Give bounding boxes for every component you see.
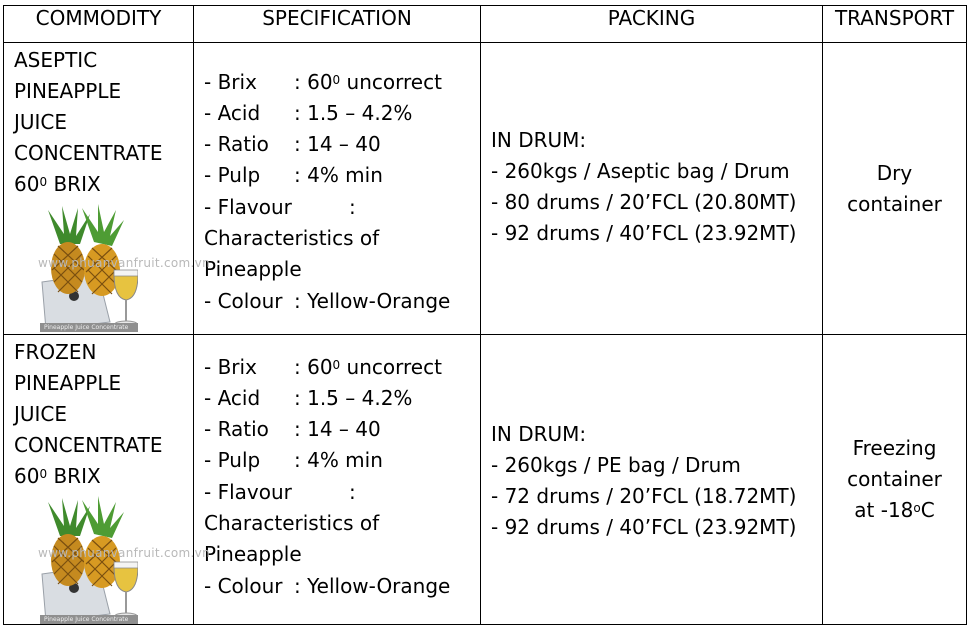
packing-line: IN DRUM: [491, 128, 587, 152]
spec-flavour-value: Characteristics of [204, 511, 380, 535]
commodity-cell [4, 43, 210, 335]
table-row [4, 43, 967, 335]
spec-pulp [204, 160, 480, 192]
commodity-line: PINEAPPLE [14, 371, 122, 395]
spec-value: : 1.5 – 4.2% [294, 386, 413, 410]
commodity-cell [4, 335, 210, 625]
packing-line: - 72 drums / 20’FCL (18.72MT) [491, 484, 797, 508]
commodity-line: CONCENTRATE [14, 433, 163, 457]
commodity-line: PINEAPPLE [14, 79, 122, 103]
packing-cell [481, 43, 823, 335]
spec-label: - Brix [204, 355, 257, 379]
header-specification: SPECIFICATION [194, 6, 481, 43]
packing-line: - 260kgs / PE bag / Drum [491, 453, 741, 477]
spec-flavour [204, 192, 480, 223]
header-commodity: COMMODITY [4, 6, 194, 43]
spec-label: - Acid [204, 101, 261, 125]
spec-flavour-value: Pineapple [204, 542, 302, 566]
spec-colour [204, 286, 480, 317]
spec-value: : 14 – 40 [294, 132, 381, 156]
transport-line: at -18$^o$C [854, 498, 935, 522]
commodity-line: FROZEN [14, 340, 97, 364]
packing-line: - 80 drums / 20’FCL (20.80MT) [491, 190, 797, 214]
spec-brix [204, 67, 480, 98]
spec-acid [204, 383, 480, 414]
transport-line: Dry [876, 160, 913, 185]
spec-brix [204, 352, 480, 383]
commodity-name [4, 43, 193, 200]
spec-value: : 4% min [294, 448, 383, 472]
transport-line: container [847, 467, 942, 491]
commodity-name [4, 335, 193, 492]
spec-flavour-value: Characteristics of [204, 226, 380, 250]
image-caption: Pineapple Juice Concentrate [40, 323, 138, 332]
spec-label: - Colour [204, 574, 283, 598]
specification-cell [194, 335, 481, 625]
commodity-line: JUICE [14, 110, 68, 134]
spec-label: - Pulp [204, 448, 261, 472]
spec-label: - Pulp [204, 163, 261, 187]
product-image [38, 204, 210, 332]
packing-line: - 92 drums / 40’FCL (23.92MT) [491, 221, 797, 245]
spec-label: - Flavour [204, 195, 292, 219]
spec-colour [204, 571, 480, 602]
specification-cell [194, 43, 481, 335]
header-packing: PACKING [481, 6, 823, 43]
spec-acid [204, 98, 480, 129]
commodity-line: $60^0$ BRIX [14, 464, 101, 488]
spec-value: : 14 – 40 [294, 417, 381, 441]
spec-label: - Brix [204, 70, 257, 94]
spec-ratio [204, 129, 480, 160]
transport-line: container [847, 191, 942, 216]
transport-cell [823, 43, 967, 335]
header-transport: TRANSPORT [823, 6, 967, 43]
image-watermark: www.phuanvanfruit.com.vn [38, 546, 210, 560]
image-caption: Pineapple Juice Concentrate [40, 615, 138, 624]
image-watermark: www.phuanvanfruit.com.vn [38, 256, 210, 270]
spec-colon: : [349, 480, 356, 504]
spec-ratio [204, 414, 480, 445]
product-image [38, 496, 210, 624]
spec-value: : Yellow-Orange [294, 289, 451, 313]
spec-label: - Colour [204, 289, 283, 313]
product-spec-table [3, 5, 967, 625]
spec-value: : Yellow-Orange [294, 574, 451, 598]
pineapple-juice-icon [40, 496, 138, 624]
spec-label: - Flavour [204, 480, 292, 504]
spec-label: - Ratio [204, 417, 269, 441]
commodity-line: JUICE [14, 402, 68, 426]
packing-line: - 260kgs / Aseptic bag / Drum [491, 159, 790, 183]
spec-label: - Ratio [204, 132, 269, 156]
table-row [4, 335, 967, 625]
spec-colon: : [349, 195, 356, 219]
spec-label: - Acid [204, 386, 261, 410]
packing-line: IN DRUM: [491, 422, 587, 446]
spec-pulp [204, 445, 480, 477]
commodity-line: CONCENTRATE [14, 141, 163, 165]
packing-line: - 92 drums / 40’FCL (23.92MT) [491, 515, 797, 539]
spec-value: : 4% min [294, 163, 383, 187]
spec-value: : $60^0$ uncorrect [294, 70, 442, 94]
spec-flavour [204, 477, 480, 508]
commodity-line: ASEPTIC [14, 48, 98, 72]
transport-cell [823, 335, 967, 625]
commodity-line: $60^0$ BRIX [14, 172, 101, 196]
transport-line: Freezing [852, 436, 937, 460]
spec-flavour-value: Pineapple [204, 257, 302, 281]
spec-value: : $60^0$ uncorrect [294, 355, 442, 379]
table-header-row [4, 6, 967, 43]
spec-value: : 1.5 – 4.2% [294, 101, 413, 125]
packing-cell [481, 335, 823, 625]
